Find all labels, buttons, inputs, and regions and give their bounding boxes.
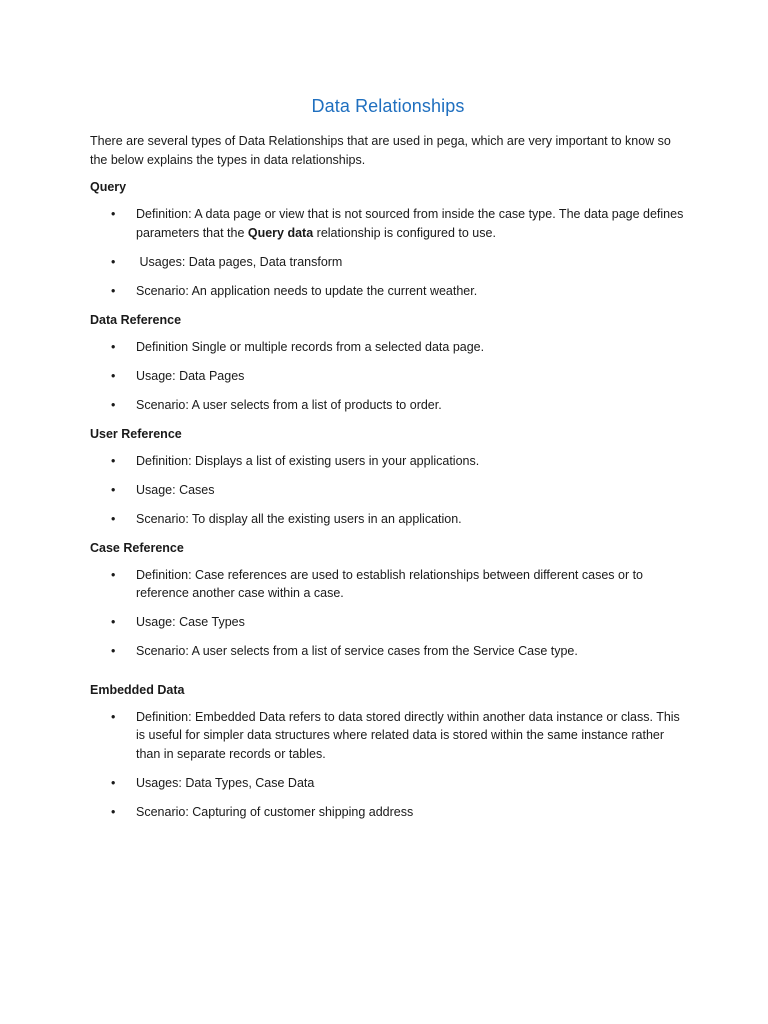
bullet-list: [90, 566, 686, 661]
bullet-icon: •: [111, 775, 116, 790]
section-heading: Query: [90, 180, 127, 194]
bullet-icon: •: [111, 254, 116, 269]
bullet-icon: •: [111, 453, 116, 468]
list-item: [90, 338, 686, 357]
bullet-icon: •: [111, 368, 116, 383]
list-item-text: Usage: Data Pages: [136, 368, 245, 383]
list-item: [90, 613, 686, 632]
list-item: [90, 452, 686, 471]
list-item: [90, 510, 686, 529]
list-item-text: Usage: Cases: [136, 482, 215, 497]
list-item-text: Definition: Embedded Data refers to data stored directly within another data instance or class. This is useful for simpler data structures where related data is stored within the same instance rather than in separate records or tables.: [136, 709, 680, 761]
bullet-list: [90, 708, 686, 822]
list-item-text: Usage: Case Types: [136, 615, 245, 629]
list-item: [90, 803, 686, 822]
section-data-reference: [90, 311, 686, 415]
list-item-text: Scenario: A user selects from a list of products to order.: [136, 397, 442, 412]
list-item: [90, 205, 686, 242]
list-item: [90, 367, 686, 386]
list-item: [90, 481, 686, 500]
list-item: [90, 396, 686, 415]
list-item: [90, 642, 686, 661]
list-item-text: Definition: A data page or view that is not sourced from inside the case type. The data page defines parameters that the: [136, 207, 684, 240]
section-heading: Case Reference: [90, 540, 184, 555]
list-item-text: Definition: Displays a list of existing users in your applications.: [136, 453, 480, 468]
list-item: [90, 282, 686, 301]
list-item-text: Definition Single or multiple records from a selected data page.: [136, 339, 485, 354]
list-item-bold-text: Query data: [247, 225, 314, 240]
intro-paragraph: There are several types of Data Relationships that are used in pega, which are very important to know so the below explains the types in data relationships.: [90, 134, 671, 167]
list-item-text: Scenario: An application needs to update the current weather.: [136, 283, 478, 298]
list-item-text: Scenario: A user selects from a list of service cases from the Service Case type.: [136, 644, 578, 658]
list-item-text: Scenario: To display all the existing users in an application.: [136, 511, 462, 526]
bullet-icon: •: [111, 397, 116, 412]
list-item: [90, 708, 686, 764]
list-item-text: Usages: Data pages, Data transform: [136, 254, 343, 269]
bullet-icon: •: [111, 644, 116, 658]
bullet-list: [90, 338, 686, 415]
bullet-list: [90, 205, 686, 300]
bullet-icon: •: [111, 567, 116, 582]
page-title: Data Relationships: [311, 96, 465, 116]
bullet-icon: •: [111, 207, 116, 221]
section-query: [90, 178, 686, 300]
list-item: [90, 566, 686, 603]
section-case-reference: [90, 539, 686, 661]
section-heading: Embedded Data: [90, 682, 185, 697]
document-page: [90, 94, 686, 832]
bullet-icon: •: [111, 482, 116, 497]
bullet-list: [90, 452, 686, 529]
section-heading: User Reference: [90, 426, 182, 441]
bullet-icon: •: [111, 283, 116, 298]
list-item-text: Scenario: Capturing of customer shipping address: [136, 804, 414, 819]
list-item-text: Usages: Data Types, Case Data: [136, 775, 315, 790]
section-embedded-data: [90, 681, 686, 822]
list-item: [90, 774, 686, 793]
bullet-icon: •: [111, 709, 116, 724]
bullet-icon: •: [111, 804, 116, 819]
list-item-text: Definition: Case references are used to establish relationships between different cases or to reference another case within a case.: [136, 567, 644, 600]
bullet-icon: •: [111, 615, 116, 629]
list-item: [90, 253, 686, 272]
section-user-reference: [90, 425, 686, 529]
bullet-icon: •: [111, 339, 116, 354]
bullet-icon: •: [111, 511, 116, 526]
section-heading: Data Reference: [90, 312, 182, 327]
list-item-text: relationship is configured to use.: [313, 225, 496, 240]
